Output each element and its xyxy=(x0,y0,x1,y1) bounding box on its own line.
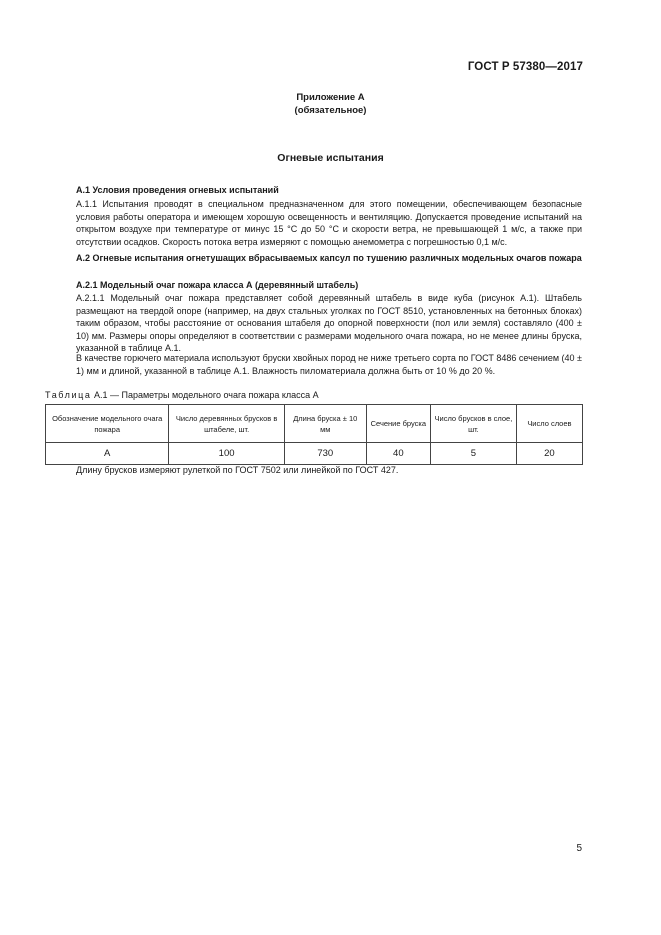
table-cell: 730 xyxy=(284,443,366,465)
appendix-title: Приложение А xyxy=(296,92,365,103)
table-cell: 20 xyxy=(516,443,582,465)
table-row xyxy=(46,443,583,465)
table-header-cell: Длина бруска ± 10 мм xyxy=(284,405,366,443)
heading-a1: А.1 Условия проведения огневых испытаний xyxy=(76,185,279,195)
appendix-subtitle: (обязательное) xyxy=(294,105,367,116)
table-cell: 5 xyxy=(431,443,517,465)
table-header-cell: Число слоев xyxy=(516,405,582,443)
table-caption-prefix: Таблица xyxy=(45,390,92,400)
measurement-note: Длину брусков измеряют рулеткой по ГОСТ 7502 или линейкой по ГОСТ 427. xyxy=(76,465,399,475)
heading-a2-1: А.2.1 Модельный очаг пожара класса А (деревянный штабель) xyxy=(76,280,359,290)
page-number: 5 xyxy=(576,843,582,854)
heading-a2: А.2 Огневые испытания огнетушащих вбрасываемых капсул по тушению различных модельных очагов пожара xyxy=(76,253,582,263)
table-header-cell: Обозначение модельного очага пожара xyxy=(46,405,169,443)
parameters-table xyxy=(45,404,583,465)
table-header-cell: Число деревянных брусков в штабеле, шт. xyxy=(169,405,284,443)
table-header-cell: Число брусков в слое, шт. xyxy=(431,405,517,443)
paragraph-a2-1-2: В качестве горючего материала используют бруски хвойных пород не ниже третьего сорта по ГОСТ 8486 сечением (40 ± 1) мм и длиной, указанной в таблице А.1. Влажность пиломатериала должна быть от 10 % до 20 %. xyxy=(76,353,582,376)
table-caption-text: А.1 — Параметры модельного очага пожара класса А xyxy=(91,390,319,400)
section-title: Огневые испытания xyxy=(277,152,384,164)
table-header-row xyxy=(46,405,583,443)
table-header-cell: Сечение бруска xyxy=(366,405,430,443)
table-cell: 40 xyxy=(366,443,430,465)
document-code: ГОСТ Р 57380—2017 xyxy=(467,61,583,73)
paragraph-a2-1-1: А.2.1.1 Модельный очаг пожара представляет собой деревянный штабель в виде куба (рисунок А.1). Штабель размещают на твердой опоре (например, на двух стальных уголках по ГОСТ 8510, установленных на бетонных блоках) таким образом, чтобы расстояние от основания штабеля до опорной поверхности (пол или земля) составляло (400 ± 10) мм. Размеры опоры определяют в соответствии с размерами модельного очага пожара, но не менее длины бруска, указанной в таблице А.1. xyxy=(76,293,582,354)
paragraph-a1-1: А.1.1 Испытания проводят в специальном предназначенном для этого помещении, обеспечивающем безопасные условия работы оператора и имеющем хорошую освещенность и вентиляцию. Допускается проведение испытаний на открытом воздухе при температуре от минус 15 °С до 50 °С и скорости ветра, не превышающей 1 м/с, а также при отсутствии осадков. Скорость потока ветра измеряют с помощью анемометра с погрешностью 0,1 м/с. xyxy=(76,199,582,247)
table-cell: 100 xyxy=(169,443,284,465)
table-cell: А xyxy=(46,443,169,465)
table-caption xyxy=(45,390,319,400)
